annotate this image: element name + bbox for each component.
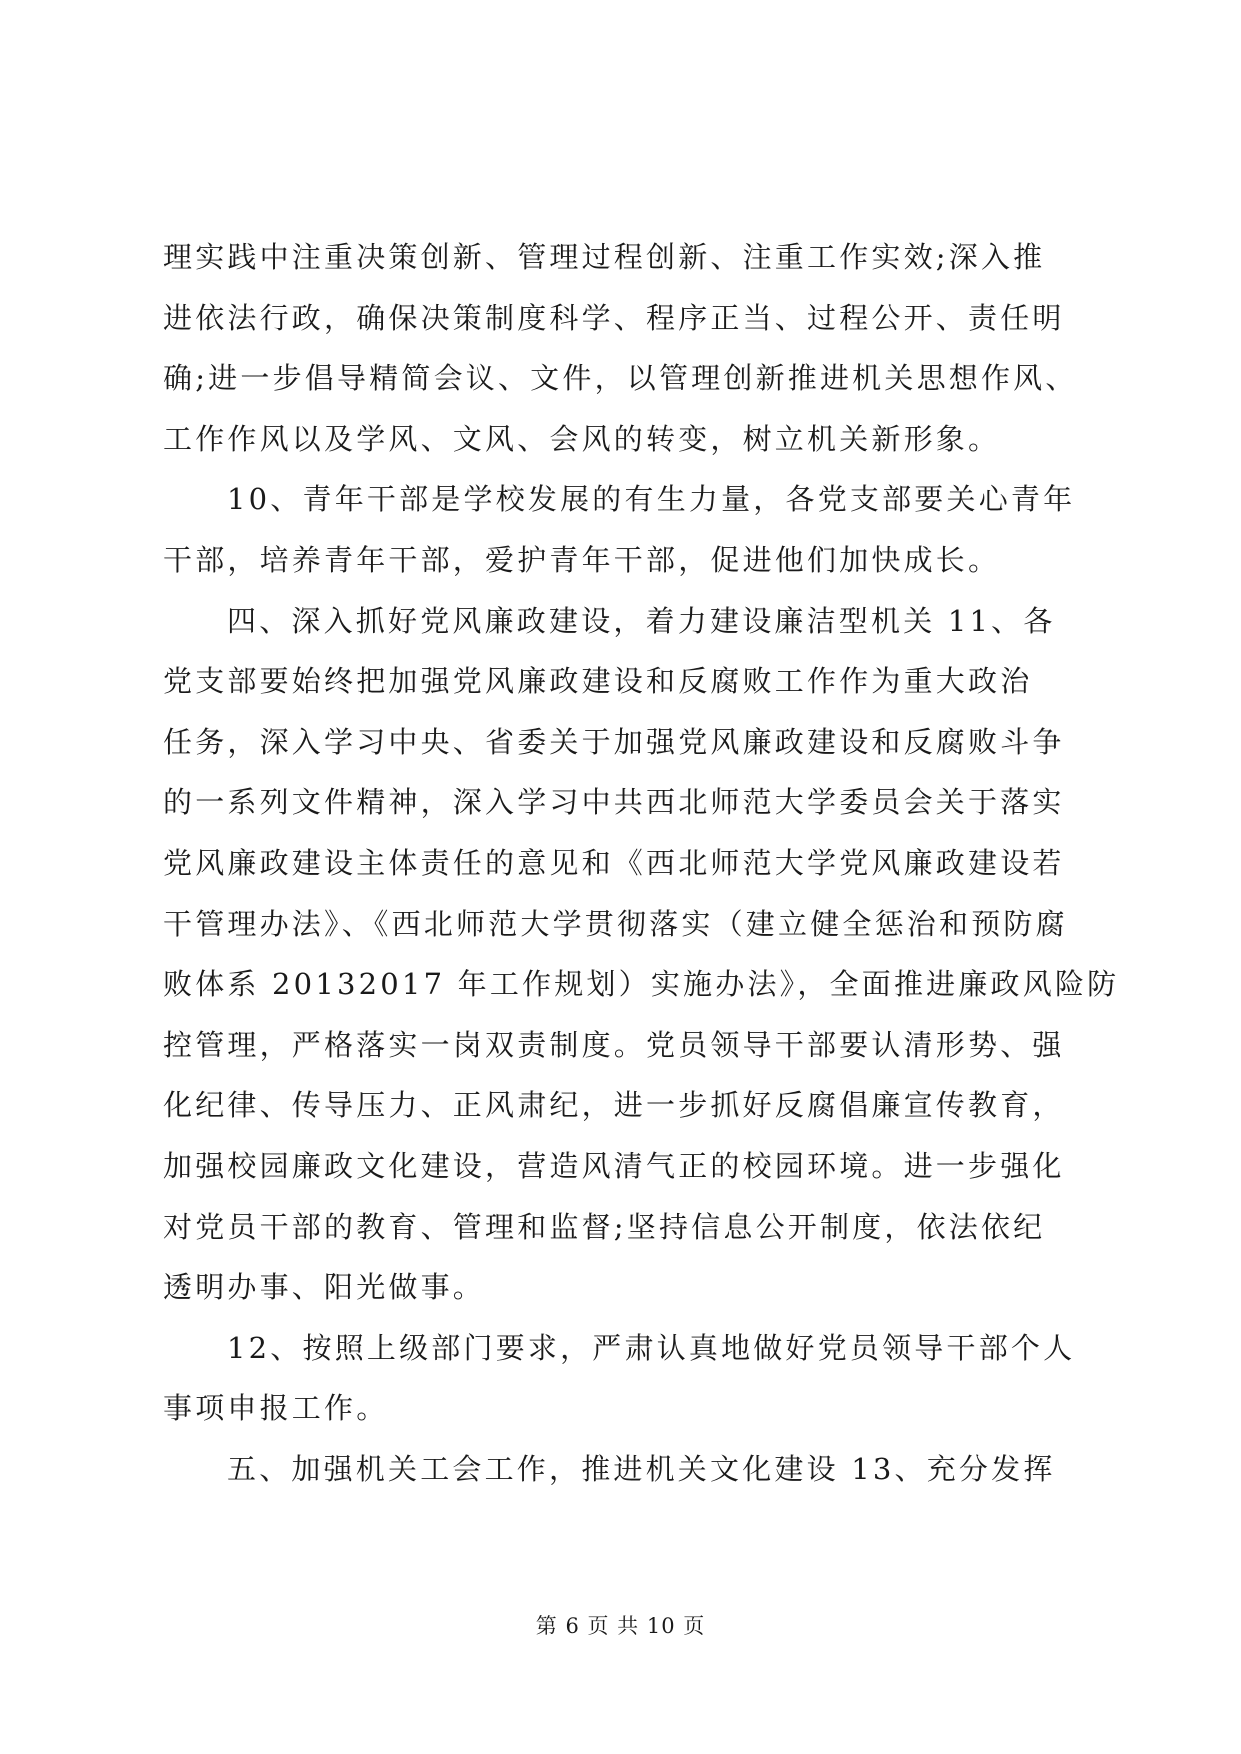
page-number-footer: 第 6 页 共 10 页 [535,1614,706,1638]
text-line: 控管理，严格落实一岗双责制度。党员领导干部要认清形势、强 [163,1027,1065,1062]
text-line: 加强校园廉政文化建设，营造风清气正的校园环境。进一步强化 [163,1148,1065,1183]
text-line: 事项申报工作。 [163,1391,389,1426]
paragraph-start-line: 12、按照上级部门要求，严肃认真地做好党员领导干部个人 [227,1330,1076,1365]
text-line: 确;进一步倡导精简会议、文件，以管理创新推进机关思想作风、 [163,361,1078,396]
text-line: 败体系 20132017 年工作规划）实施办法》，全面推进廉政风险防 [163,967,1120,1002]
section-heading-line: 五、加强机关工会工作，推进机关文化建设 13、充分发挥 [227,1451,1056,1486]
paragraph-start-line: 10、青年干部是学校发展的有生力量，各党支部要关心青年 [227,482,1076,517]
text-line: 进依法行政，确保决策制度科学、程序正当、过程公开、责任明 [163,300,1065,335]
text-line: 理实践中注重决策创新、管理过程创新、注重工作实效;深入推 [163,240,1046,274]
text-line: 干部，培养青年干部，爱护青年干部，促进他们加快成长。 [163,542,1001,577]
text-line: 党风廉政建设主体责任的意见和《西北师范大学党风廉政建设若 [163,845,1065,880]
text-line: 党支部要始终把加强党风廉政建设和反腐败工作作为重大政治 [163,664,1033,699]
text-line: 对党员干部的教育、管理和监督;坚持信息公开制度，依法依纪 [163,1209,1046,1244]
body-text [163,227,1120,1499]
text-line: 化纪律、传导压力、正风肃纪，进一步抓好反腐倡廉宣传教育， [163,1088,1065,1123]
text-line: 干管理办法》、《西北师范大学贯彻落实（建立健全惩治和预防腐 [163,906,1068,941]
text-line: 的一系列文件精神，深入学习中共西北师范大学委员会关于落实 [163,785,1065,820]
text-line: 工作作风以及学风、文风、会风的转变，树立机关新形象。 [163,421,1001,456]
section-heading-line: 四、深入抓好党风廉政建设，着力建设廉洁型机关 11、各 [227,603,1056,638]
text-line: 透明办事、阳光做事。 [163,1270,486,1305]
text-line: 任务，深入学习中央、省委关于加强党风廉政建设和反腐败斗争 [163,724,1065,759]
